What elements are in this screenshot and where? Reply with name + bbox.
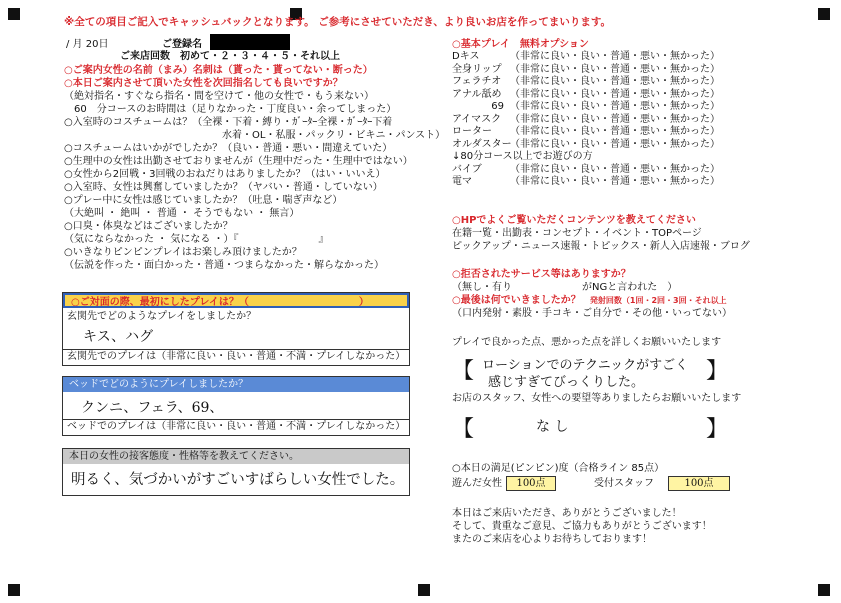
member-label: ご登録名 [162,39,202,50]
good-bad-answer-line1: ローションでのテクニックがすごく [482,358,689,373]
course-note: ↓80分コース以上でお遊びの方 [452,151,593,162]
bracket-close-2: 】 [706,417,729,442]
staff-request-answer [452,410,730,440]
question-odor-options: （気にならなかった ・ 気になる ・）『 』 [64,234,329,245]
play-item-fellatio: フェラチオ （非常に良い・良い・普通・悪い・無かった） [452,76,720,87]
good-bad-prompt: プレイで良かった点、悪かった点を詳しくお願いいたします [452,337,722,348]
staff-request-prompt: お店のスタッフ、女性への要望等ありましたらお願いいたします [452,393,742,404]
question-feeling: ○プレー中に女性は感じていましたか？（吐息・喘ぎ声など） [64,195,343,206]
play-item-eye-mask: アイマスク （非常に良い・良い・普通・悪い・無かった） [452,113,720,125]
play-item-vibe: バイブ （非常に良い・良い・普通・悪い・無かった） [452,163,720,175]
corner-mark-bottom-left [8,584,20,596]
hp-content-line2: ピックアップ・ニュース速報・トピックス・新人入店速報・ブログ [452,241,750,252]
section-first-play-title: ○ご対面の際、最初にしたプレイは？（ ） [63,293,409,308]
question-costume: ○入室時のコスチュームは？（全裸・下着・縛り・ｶﾞｰﾀｰ全裸・ｶﾞｰﾀｰ下着 [64,117,393,128]
play-item-69: 69 （非常に良い・良い・普通・悪い・無かった） [491,101,720,112]
member-name-redaction [210,34,290,50]
section-attitude [62,448,410,496]
section-attitude-title: 本日の女性の接客態度・性格等を教えてください。 [63,449,409,464]
section-first-play-prompt: 玄関先でどのようなプレイをしましたか？ [67,311,257,322]
corner-mark-top-right [818,8,830,20]
corner-mark-bottom-right [818,584,830,596]
question-name: ○ご案内女性の名前（まみ）名刺は（貰った・貰ってない・断った） [64,65,373,76]
play-item-oldaster: オルダスター （非常に良い・良い・普通・悪い・無かった） [452,138,720,150]
play-item-dkiss: Dキス （非常に良い・良い・普通・悪い・無かった） [452,51,720,62]
question-costume-rating: ○コスチュームはいかがでしたか？（良い・普通・悪い・間違えていた） [64,143,393,154]
hp-content-line1: 在籍一覧・出勤表・コンセプト・イベント・TOPページ [452,228,702,239]
finish-title: ○最後は何でいきましたか？ 発射回数（1回・2回・3回・それ以上 [452,295,727,306]
question-excited: ○入室時、女性は興奮していましたか？（ヤバい・普通・していない） [64,182,383,193]
play-item-anal-lick: アナル舐め （非常に良い・良い・普通・悪い・無かった） [452,88,720,100]
bracket-open-2: 【 [452,417,475,442]
visit-count: ご来店回数 初めて・２・３・４・５・それ以上 [120,51,340,62]
question-next-booking-options: （絶対指名・すぐなら指名・間を空けて・他の女性で・もう来ない） [64,91,374,102]
basic-play-title: ○基本プレイ 無料オプション [452,39,589,50]
basic-play-list [452,51,732,189]
corner-mark-top-left [8,8,20,20]
section-bed-play [62,376,410,436]
section-first-play [62,292,410,366]
play-item-body-lip: 全身リップ （非常に良い・良い・普通・悪い・無かった） [452,63,720,75]
section-bed-play-title: ベッドでどのようにプレイしましたか？ [63,377,409,392]
closing-line3: またのご来店を心よりお待ちしております！ [452,534,652,545]
question-course-time: 60 分コースのお時間は（足りなかった・丁度良い・余ってしまった） [64,104,397,115]
section-first-play-rating: 玄関先でのプレイは（非常に良い・良い・普通・不満・プレイしなかった） [63,349,409,363]
hp-content-title: ○HPでよくご覧いただくコンテンツを教えてください [452,215,696,226]
question-odor: ○口臭・体臭などはございましたか？ [64,221,233,232]
finish-options: （口内発射・素股・手コキ・ご自分で・その他・いってない） [452,308,732,319]
question-pinpin-play: ○いきなりピンピンプレイはお楽しみ頂けましたか？ [64,247,302,258]
girl-score-label: 遊んだ女性 [452,478,502,489]
good-bad-answer-line2: 感じすぎてびっくりした。 [488,375,645,390]
date-field: / 月 20日 [66,39,109,50]
section-bed-play-rating: ベッドでのプレイは（非常に良い・良い・普通・不満・プレイしなかった） [63,419,409,433]
closing-line2: そして、貴重なご意見、ご協力もありがとうございます！ [452,521,712,532]
question-next-booking: ○本日ご案内させて頂いた女性を次回指名しても良いですか？ [64,78,343,89]
corner-mark-bottom-center [418,584,430,596]
question-second-round: ○女性から2回戦・3回戦のおねだりはありましたか？（はい・いいえ） [64,169,386,180]
play-item-denma: 電マ （非常に良い・良い・普通・悪い・無かった） [452,176,720,187]
good-bad-answer [452,352,730,388]
play-item-rotor: ローター （非常に良い・良い・普通・悪い・無かった） [452,126,720,137]
staff-score-value: 100点 [668,476,730,491]
section-first-play-answer: キス、ハグ [83,329,154,345]
header-note: ※全ての項目ご記入でキャッシュバックとなります。 ご参考にさせていただき、より良いお店を作ってまいります。 [64,16,612,28]
refused-options: （無し・有り がNGと言われた ） [452,282,678,293]
closing-line1: 本日はご来店いただき、ありがとうございました！ [452,508,682,519]
question-feeling-options: （大絶叫 ・ 絶叫 ・ 普通 ・ そうでもない ・ 無言） [64,208,300,219]
section-attitude-answer: 明るく、気づかいがすごいすばらしい女性でした。 [71,472,405,488]
staff-request-answer-text: な し [536,419,569,435]
staff-score-label: 受付スタッフ [594,478,654,489]
refused-title: ○拒否されたサービス等はありますか？ [452,269,631,280]
question-costume-cont: 水着・OL・私服・パックリ・ビキニ・パンスト） [222,130,446,141]
section-bed-play-answer: クンニ、フェラ、69、 [81,400,224,416]
girl-score-value: 100点 [506,476,556,491]
bracket-open: 【 [452,359,475,384]
satisfaction-title: ○本日の満足(ピンピン)度（合格ライン 85点） [452,463,665,474]
bracket-close: 】 [706,359,729,384]
question-period: ○生理中の女性は出勤させておりませんが（生理中だった・生理中ではない） [64,156,413,167]
question-pinpin-options: （伝説を作った・面白かった・普通・つまらなかった・解らなかった） [64,260,384,271]
